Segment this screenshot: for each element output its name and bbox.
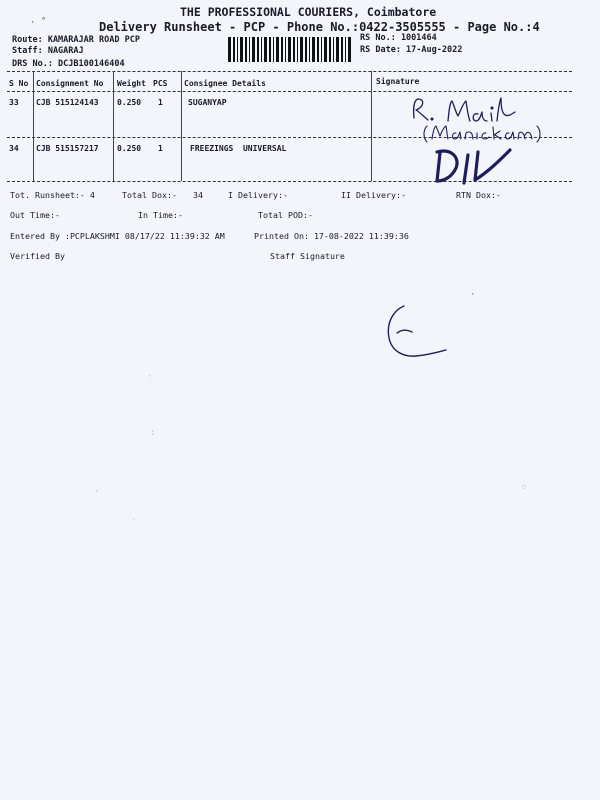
printed-on: Printed On: 17-08-2022 11:39:36 <box>254 231 409 241</box>
row-weight: 0.250 <box>117 144 142 153</box>
row-sno: 33 <box>9 98 19 107</box>
row-pcs: 1 <box>158 144 163 153</box>
col-header-weight: Weight <box>117 79 146 88</box>
scan-speck: · <box>147 372 153 382</box>
first-delivery: I Delivery:- <box>228 190 288 200</box>
col-header-consignee: Consignee Details <box>184 79 266 88</box>
scan-speck: ˙ <box>131 519 137 529</box>
col-header-sno: S No <box>9 79 29 88</box>
row-pcs: 1 <box>158 98 163 107</box>
rs-number: RS No.: 1001464 <box>360 33 437 43</box>
staff-signature-label: Staff Signature <box>270 251 345 261</box>
row-consignee: FREEZINGS UNIVERSAL <box>190 144 287 153</box>
row-consignee: SUGANYAP <box>188 98 227 107</box>
entered-by: Entered By :PCPLAKSHMI 08/17/22 11:39:32 AM <box>10 231 225 241</box>
scan-speck: · <box>470 290 476 300</box>
scan-speck: ⁘ <box>520 483 528 493</box>
signature-row33-icon <box>414 98 515 121</box>
staff-signature-icon <box>388 306 446 356</box>
drs-number: DRS No.: DCJB100146404 <box>12 59 125 69</box>
total-dox-label: Total Dox:- <box>122 190 177 200</box>
company-title: THE PROFESSIONAL COURIERS, Coimbatore <box>180 5 437 19</box>
row-consignment: CJB 515157217 <box>36 144 99 153</box>
col-header-pcs: PCS <box>153 79 168 88</box>
scan-speck: · <box>94 487 100 497</box>
second-delivery: II Delivery:- <box>341 190 406 200</box>
staff-label: Staff: NAGARAJ <box>12 46 84 56</box>
col-header-signature: Signature <box>376 77 420 86</box>
total-pod: Total POD:- <box>258 210 313 220</box>
return-dox: RTN Dox:- <box>456 190 501 200</box>
row-sno: 34 <box>9 144 19 153</box>
total-dox-value: 34 <box>193 190 203 200</box>
total-runsheet: Tot. Runsheet:- 4 <box>10 190 95 200</box>
signature-row34-icon <box>437 150 510 183</box>
runsheet-subtitle: Delivery Runsheet - PCP - Phone No.:0422-3505555 - Page No.:4 <box>99 20 540 34</box>
row-consignment: CJB 515124143 <box>36 98 99 107</box>
scan-speck: : <box>150 428 156 438</box>
corner-mark-icon: · ˚ <box>30 18 47 28</box>
in-time: In Time:- <box>138 210 183 220</box>
verified-by: Verified By <box>10 251 65 261</box>
signature-row33-name-icon <box>424 126 540 142</box>
col-header-consignment: Consignment No <box>36 79 104 88</box>
rs-date: RS Date: 17-Aug-2022 <box>360 45 463 55</box>
row-weight: 0.250 <box>117 98 142 107</box>
route-label: Route: KAMARAJAR ROAD PCP <box>12 35 140 45</box>
out-time: Out Time:- <box>10 210 60 220</box>
